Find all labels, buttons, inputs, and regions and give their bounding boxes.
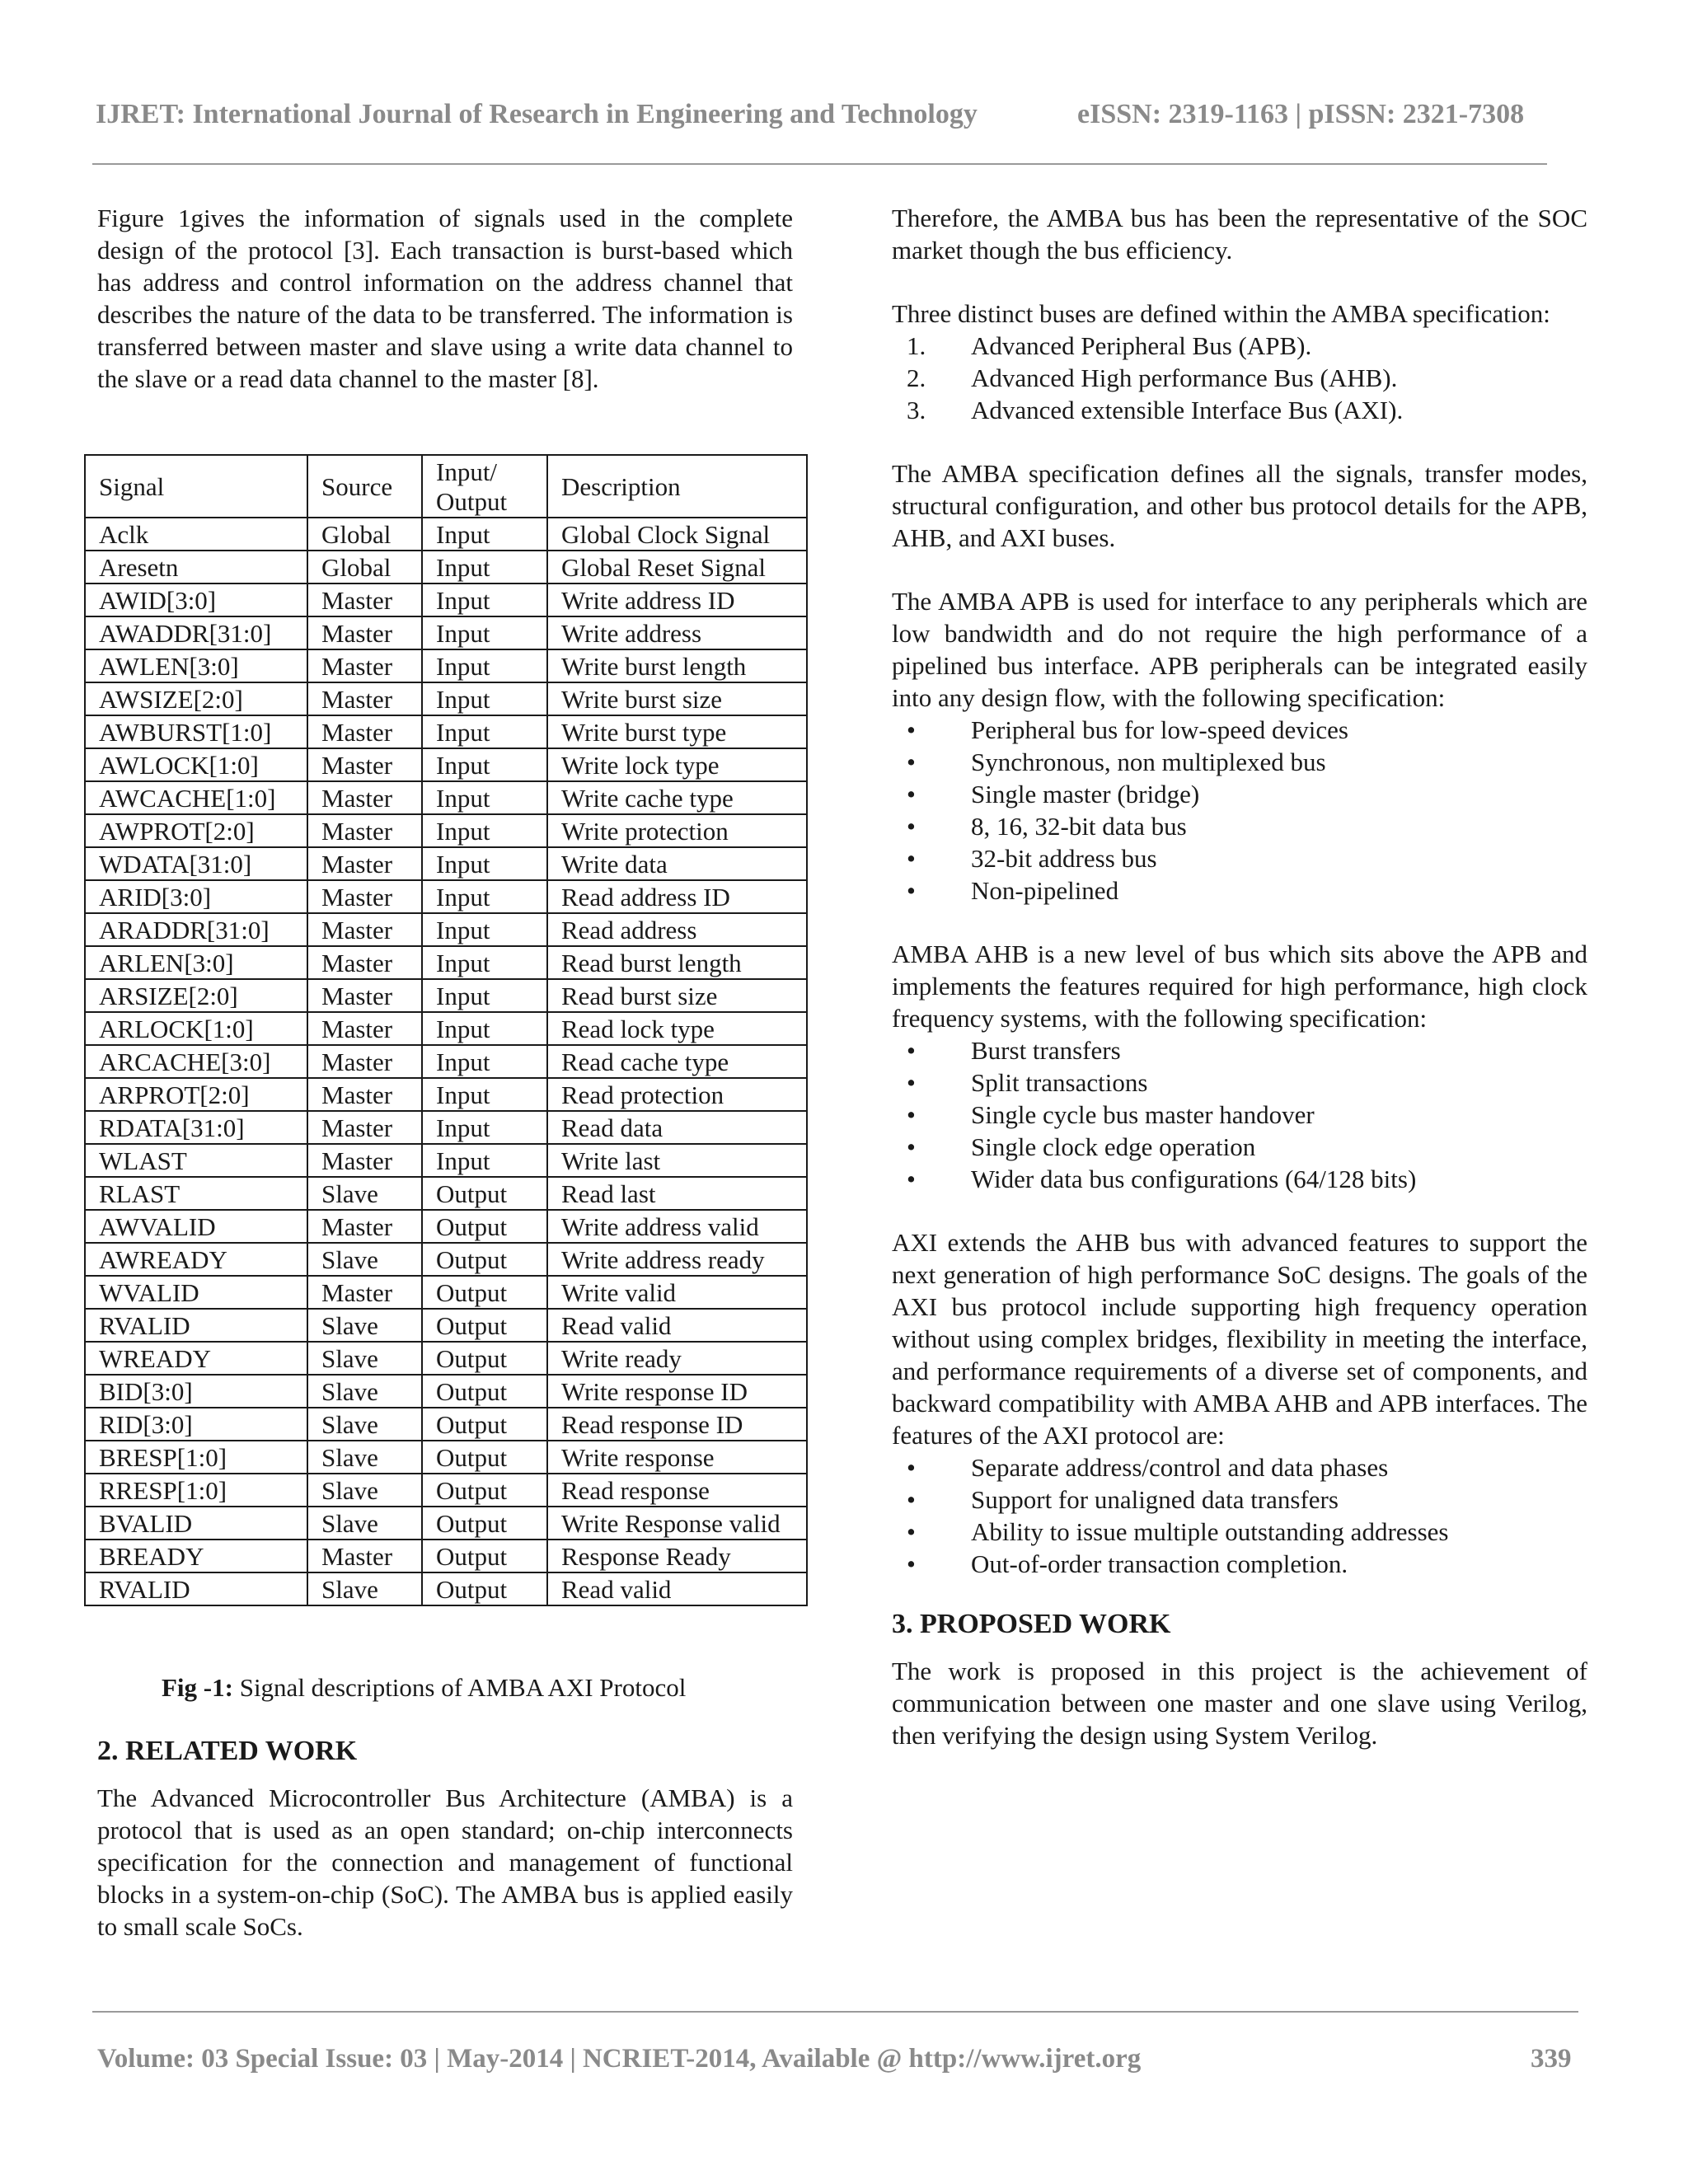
list-item-text: Single cycle bus master handover [971, 1100, 1315, 1129]
list-number: 2. [907, 363, 926, 392]
ahb-features-list [892, 1034, 1587, 1195]
table-row [85, 649, 807, 682]
list-item [892, 1131, 1587, 1163]
cell-signal: WDATA[31:0] [85, 847, 307, 880]
cell-description: Write address ID [547, 583, 807, 616]
cell-source: Global [307, 518, 422, 551]
cell-description: Write lock type [547, 748, 807, 781]
cell-signal: RID[3:0] [85, 1408, 307, 1441]
table-row [85, 880, 807, 913]
cell-source: Master [307, 1210, 422, 1243]
table-row [85, 715, 807, 748]
list-item-text: Single clock edge operation [971, 1132, 1256, 1161]
cell-io: Output [422, 1474, 547, 1507]
cell-description: Write data [547, 847, 807, 880]
cell-description: Write burst length [547, 649, 807, 682]
table-row [85, 1342, 807, 1375]
list-item [892, 714, 1587, 746]
cell-io: Output [422, 1408, 547, 1441]
cell-source: Master [307, 1144, 422, 1177]
cell-io: Output [422, 1177, 547, 1210]
table-row [85, 781, 807, 814]
cell-signal: AWPROT[2:0] [85, 814, 307, 847]
cell-io: Input [422, 649, 547, 682]
cell-description: Write response ID [547, 1375, 807, 1408]
table-row [85, 518, 807, 551]
cell-description: Write Response valid [547, 1507, 807, 1540]
cell-io: Output [422, 1540, 547, 1572]
list-item-text: Ability to issue multiple outstanding addresses [971, 1517, 1449, 1546]
amba-market-paragraph: Therefore, the AMBA bus has been the representative of the SOC market though the bus efficiency. [892, 204, 1587, 265]
cell-description: Read response ID [547, 1408, 807, 1441]
table-row [85, 979, 807, 1012]
intro-paragraph: Figure 1gives the information of signals used in the complete design of the protocol [3]. Each transaction is burst-based which has address and control information on the address channel that describes the nature of the data to be transferred. The information is transferred between master and slave using a write data channel to the slave or a read data channel to the master [8]. [97, 204, 793, 393]
footer-text: Volume: 03 Special Issue: 03 | May-2014 | NCRIET-2014, Available @ http://www.ijret.org [97, 2044, 1142, 2074]
bullet-icon: • [907, 812, 916, 841]
cell-signal: ARSIZE[2:0] [85, 979, 307, 1012]
bus-types-list [892, 330, 1587, 426]
cell-signal: RVALID [85, 1309, 307, 1342]
cell-signal: WLAST [85, 1144, 307, 1177]
cell-description: Write response [547, 1441, 807, 1474]
cell-io: Input [422, 913, 547, 946]
cell-io: Input [422, 979, 547, 1012]
cell-signal: Aresetn [85, 551, 307, 583]
table-row [85, 1375, 807, 1408]
list-item-text: Synchronous, non multiplexed bus [971, 748, 1326, 776]
figure-caption [162, 1673, 686, 1703]
cell-source: Master [307, 1276, 422, 1309]
cell-signal: AWSIZE[2:0] [85, 682, 307, 715]
table-row [85, 814, 807, 847]
table-row [85, 1012, 807, 1045]
list-item [892, 1483, 1587, 1516]
cell-source: Slave [307, 1474, 422, 1507]
cell-io: Input [422, 682, 547, 715]
cell-source: Master [307, 847, 422, 880]
cell-io: Input [422, 847, 547, 880]
table-row [85, 1177, 807, 1210]
cell-source: Slave [307, 1342, 422, 1375]
cell-source: Master [307, 1012, 422, 1045]
amba-spec-paragraph: The AMBA specification defines all the signals, transfer modes, structural configuration, and other bus protocol details for the APB, AHB, and AXI buses. [892, 459, 1587, 552]
cell-signal: ARADDR[31:0] [85, 913, 307, 946]
cell-source: Slave [307, 1441, 422, 1474]
list-item [892, 778, 1587, 810]
header-description: Description [547, 455, 807, 518]
related-work-heading: 2. RELATED WORK [97, 1736, 358, 1766]
cell-source: Master [307, 1045, 422, 1078]
cell-io: Input [422, 1078, 547, 1111]
cell-signal: RLAST [85, 1177, 307, 1210]
list-item-text: 8, 16, 32-bit data bus [971, 812, 1187, 841]
table-row [85, 551, 807, 583]
bullet-icon: • [907, 1132, 916, 1161]
cell-io: Output [422, 1309, 547, 1342]
bullet-icon: • [907, 1165, 916, 1193]
table-row [85, 1144, 807, 1177]
cell-description: Read burst length [547, 946, 807, 979]
cell-source: Master [307, 913, 422, 946]
cell-signal: BID[3:0] [85, 1375, 307, 1408]
cell-description: Write protection [547, 814, 807, 847]
cell-signal: RDATA[31:0] [85, 1111, 307, 1144]
related-work-paragraph: The Advanced Microcontroller Bus Architecture (AMBA) is a protocol that is used as an open standard; on-chip interconnects specification for the connection and management of functional blocks in a system-on-chip (SoC). The AMBA bus is applied easily to small scale SoCs. [97, 1783, 793, 1941]
cell-signal: ARID[3:0] [85, 880, 307, 913]
header-signal: Signal [85, 455, 307, 518]
cell-io: Output [422, 1572, 547, 1605]
cell-io: Input [422, 946, 547, 979]
table-row [85, 1441, 807, 1474]
list-item [892, 1451, 1587, 1483]
issn-line: eISSN: 2319-1163 | pISSN: 2321-7308 [1077, 99, 1525, 129]
footer-rule [92, 2011, 1578, 2013]
table-row [85, 1507, 807, 1540]
cell-source: Master [307, 616, 422, 649]
cell-signal: BREADY [85, 1540, 307, 1572]
right-column [892, 202, 1587, 1751]
list-item [892, 330, 1587, 362]
list-item [892, 746, 1587, 778]
cell-description: Response Ready [547, 1540, 807, 1572]
cell-source: Slave [307, 1408, 422, 1441]
cell-description: Read valid [547, 1572, 807, 1605]
cell-description: Read protection [547, 1078, 807, 1111]
table-row [85, 616, 807, 649]
cell-io: Output [422, 1210, 547, 1243]
list-item [892, 810, 1587, 842]
cell-source: Slave [307, 1572, 422, 1605]
page-header [92, 99, 1547, 132]
table-row [85, 682, 807, 715]
cell-signal: ARLOCK[1:0] [85, 1012, 307, 1045]
cell-description: Read lock type [547, 1012, 807, 1045]
caption-text: Signal descriptions of AMBA AXI Protocol [232, 1673, 687, 1702]
cell-source: Master [307, 781, 422, 814]
cell-signal: AWLEN[3:0] [85, 649, 307, 682]
journal-title: IJRET: International Journal of Research in Engineering and Technology [96, 99, 978, 129]
cell-signal: AWREADY [85, 1243, 307, 1276]
table-row [85, 1408, 807, 1441]
cell-signal: ARLEN[3:0] [85, 946, 307, 979]
bullet-icon: • [907, 1100, 916, 1129]
list-item-text: Peripheral bus for low-speed devices [971, 715, 1348, 744]
cell-io: Input [422, 1012, 547, 1045]
list-number: 3. [907, 396, 926, 424]
list-item-text: Out-of-order transaction completion. [971, 1549, 1348, 1578]
cell-io: Input [422, 551, 547, 583]
cell-io: Output [422, 1276, 547, 1309]
list-item [892, 874, 1587, 907]
list-item-text: Single master (bridge) [971, 780, 1200, 808]
cell-description: Write valid [547, 1276, 807, 1309]
cell-io: Output [422, 1243, 547, 1276]
cell-io: Input [422, 715, 547, 748]
table-row [85, 847, 807, 880]
cell-description: Write address valid [547, 1210, 807, 1243]
cell-source: Slave [307, 1177, 422, 1210]
list-item [892, 1163, 1587, 1195]
proposed-work-heading: 3. PROPOSED WORK [892, 1609, 1171, 1639]
related-work-section [97, 1735, 793, 1943]
cell-signal: RVALID [85, 1572, 307, 1605]
bullet-icon: • [907, 1068, 916, 1097]
bullet-icon: • [907, 1517, 916, 1546]
list-item-text: Burst transfers [971, 1036, 1121, 1065]
list-item [892, 1034, 1587, 1066]
list-item [892, 1548, 1587, 1580]
cell-io: Output [422, 1507, 547, 1540]
list-item-text: Split transactions [971, 1068, 1148, 1097]
cell-description: Read address ID [547, 880, 807, 913]
cell-signal: BRESP[1:0] [85, 1441, 307, 1474]
cell-signal: ARCACHE[3:0] [85, 1045, 307, 1078]
table-row [85, 583, 807, 616]
cell-io: Input [422, 880, 547, 913]
cell-source: Master [307, 814, 422, 847]
list-item-text: Advanced extensible Interface Bus (AXI). [971, 396, 1404, 424]
bullet-icon: • [907, 1036, 916, 1065]
cell-signal: AWCACHE[1:0] [85, 781, 307, 814]
bullet-icon: • [907, 1549, 916, 1578]
cell-signal: RRESP[1:0] [85, 1474, 307, 1507]
list-item [892, 362, 1587, 394]
cell-io: Input [422, 814, 547, 847]
table-row [85, 1276, 807, 1309]
header-rule [92, 163, 1547, 165]
bullet-icon: • [907, 748, 916, 776]
cell-description: Write burst size [547, 682, 807, 715]
cell-description: Read valid [547, 1309, 807, 1342]
list-item-text: Wider data bus configurations (64/128 bits) [971, 1165, 1417, 1193]
cell-source: Slave [307, 1243, 422, 1276]
cell-signal: BVALID [85, 1507, 307, 1540]
cell-source: Master [307, 649, 422, 682]
table-row [85, 1243, 807, 1276]
cell-source: Master [307, 583, 422, 616]
table-row [85, 913, 807, 946]
cell-description: Write last [547, 1144, 807, 1177]
table-row [85, 1474, 807, 1507]
cell-io: Input [422, 781, 547, 814]
list-item-text: Support for unaligned data transfers [971, 1485, 1339, 1514]
table-row [85, 1111, 807, 1144]
axi-features-list [892, 1451, 1587, 1580]
list-item [892, 1099, 1587, 1131]
cell-signal: AWBURST[1:0] [85, 715, 307, 748]
cell-source: Master [307, 715, 422, 748]
table-row [85, 1045, 807, 1078]
signal-table [84, 454, 808, 1606]
list-item-text: Separate address/control and data phases [971, 1453, 1389, 1482]
cell-description: Read data [547, 1111, 807, 1144]
cell-signal: AWVALID [85, 1210, 307, 1243]
cell-description: Read address [547, 913, 807, 946]
cell-source: Master [307, 880, 422, 913]
cell-io: Input [422, 1045, 547, 1078]
cell-signal: ARPROT[2:0] [85, 1078, 307, 1111]
cell-source: Master [307, 1078, 422, 1111]
cell-signal: WVALID [85, 1276, 307, 1309]
list-item [892, 394, 1587, 426]
cell-description: Global Clock Signal [547, 518, 807, 551]
table-row [85, 1309, 807, 1342]
cell-source: Master [307, 1111, 422, 1144]
list-item-text: Advanced High performance Bus (AHB). [971, 363, 1398, 392]
bullet-icon: • [907, 715, 916, 744]
cell-source: Slave [307, 1507, 422, 1540]
buses-intro-paragraph: Three distinct buses are defined within the AMBA specification: [892, 299, 1550, 328]
cell-description: Read response [547, 1474, 807, 1507]
cell-io: Output [422, 1342, 547, 1375]
table-row [85, 1540, 807, 1572]
list-item [892, 1516, 1587, 1548]
cell-signal: Aclk [85, 518, 307, 551]
cell-source: Master [307, 682, 422, 715]
caption-label: Fig -1: [162, 1673, 233, 1702]
cell-signal: AWADDR[31:0] [85, 616, 307, 649]
list-item-text: Non-pipelined [971, 876, 1119, 905]
table-row [85, 1572, 807, 1605]
cell-io: Input [422, 1111, 547, 1144]
cell-source: Global [307, 551, 422, 583]
table-row [85, 1078, 807, 1111]
cell-io: Output [422, 1441, 547, 1474]
signal-table-body [85, 518, 807, 1605]
list-item-text: Advanced Peripheral Bus (APB). [971, 331, 1312, 360]
page-number: 339 [1531, 2044, 1572, 2074]
header-source: Source [307, 455, 422, 518]
list-item-text: 32-bit address bus [971, 844, 1157, 873]
cell-source: Master [307, 979, 422, 1012]
bullet-icon: • [907, 780, 916, 808]
ahb-paragraph: AMBA AHB is a new level of bus which sits above the APB and implements the features required for high performance, high clock frequency systems, with the following specification: [892, 940, 1587, 1033]
cell-description: Read last [547, 1177, 807, 1210]
list-item [892, 842, 1587, 874]
cell-description: Global Reset Signal [547, 551, 807, 583]
cell-io: Input [422, 616, 547, 649]
table-row [85, 748, 807, 781]
cell-signal: WREADY [85, 1342, 307, 1375]
list-number: 1. [907, 331, 926, 360]
cell-io: Input [422, 1144, 547, 1177]
cell-description: Read burst size [547, 979, 807, 1012]
cell-description: Write address ready [547, 1243, 807, 1276]
list-item [892, 1066, 1587, 1099]
bullet-icon: • [907, 1485, 916, 1514]
cell-signal: AWID[3:0] [85, 583, 307, 616]
cell-source: Slave [307, 1375, 422, 1408]
cell-source: Master [307, 1540, 422, 1572]
cell-source: Master [307, 946, 422, 979]
bullet-icon: • [907, 844, 916, 873]
cell-io: Output [422, 1375, 547, 1408]
cell-description: Write burst type [547, 715, 807, 748]
cell-io: Input [422, 748, 547, 781]
cell-signal: AWLOCK[1:0] [85, 748, 307, 781]
header-io: Input/ Output [422, 455, 547, 518]
cell-description: Read cache type [547, 1045, 807, 1078]
cell-io: Input [422, 583, 547, 616]
left-column [97, 202, 793, 395]
table-row [85, 946, 807, 979]
cell-description: Write cache type [547, 781, 807, 814]
bullet-icon: • [907, 876, 916, 905]
apb-features-list [892, 714, 1587, 907]
proposed-work-paragraph: The work is proposed in this project is the achievement of communication between one master and one slave using Verilog, then verifying the design using System Verilog. [892, 1657, 1587, 1750]
cell-io: Input [422, 518, 547, 551]
apb-paragraph: The AMBA APB is used for interface to any peripherals which are low bandwidth and do not require the high performance of a pipelined bus interface. APB peripherals can be integrated easily into any design flow, with the following specification: [892, 587, 1587, 712]
bullet-icon: • [907, 1453, 916, 1482]
cell-description: Write address [547, 616, 807, 649]
table-row [85, 1210, 807, 1243]
cell-source: Master [307, 748, 422, 781]
table-header-row [85, 455, 807, 518]
axi-paragraph: AXI extends the AHB bus with advanced features to support the next generation of high performance SoC designs. The goals of the AXI bus protocol include supporting high frequency operation without using complex bridges, flexibility in meeting the interface, and performance requirements of a diverse set of components, and backward compatibility with AMBA AHB and APB interfaces. The features of the AXI protocol are: [892, 1228, 1587, 1450]
cell-description: Write ready [547, 1342, 807, 1375]
cell-source: Slave [307, 1309, 422, 1342]
